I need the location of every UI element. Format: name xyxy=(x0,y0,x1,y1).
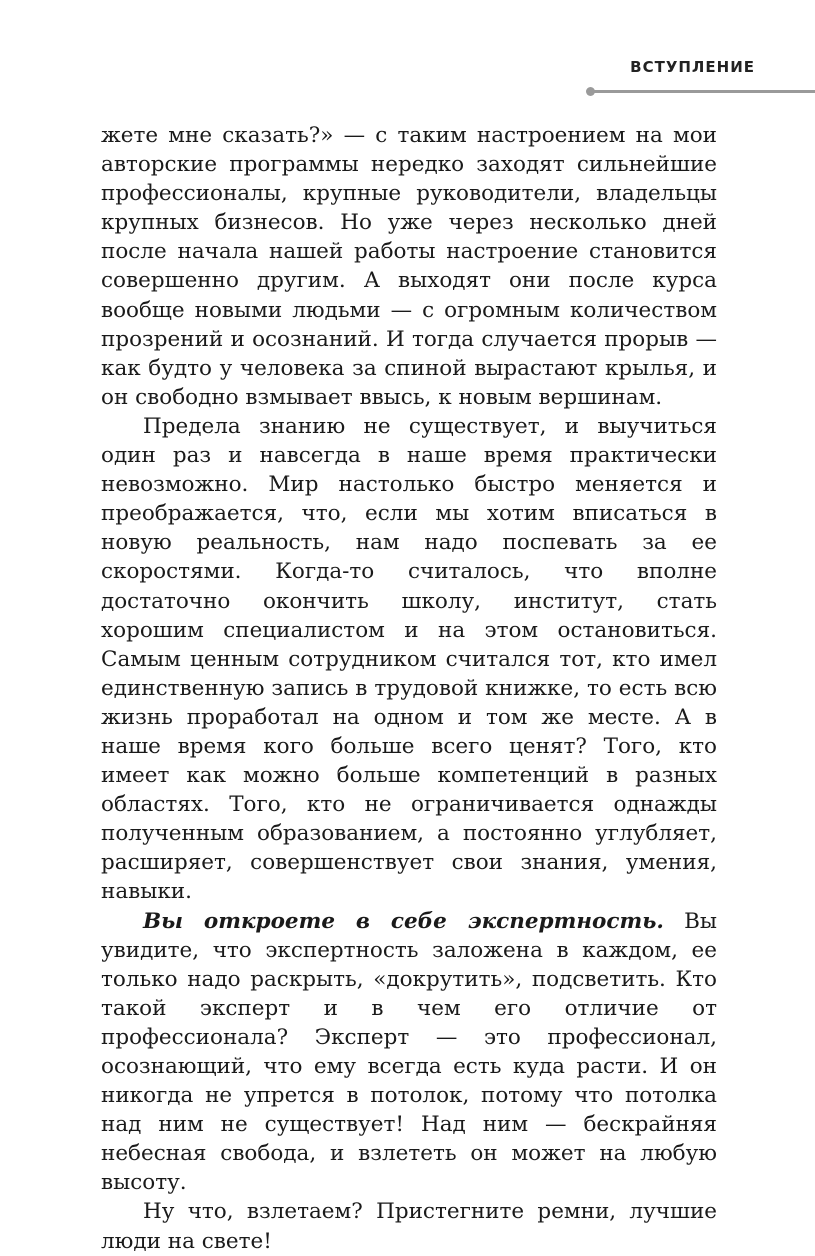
paragraph-1: жете мне сказать?» — с таким настроением на мои авторские программы нередко заходят сильнейшие профессионалы, крупные руководители, владельцы крупных бизнесов. Но уже через несколько дней после начала нашей работы настроение становится совершенно другим. А выходят они после курса вообще новыми людьми — с огромным количеством прозрений и осознаний. И тогда случается прорыв — как будто у человека за спиной вырастают крылья, и он свободно взмывает ввысь, к новым вершинам. xyxy=(101,123,717,410)
paragraph-2: Предела знанию не существует, и выучиться один раз и навсегда в наше время практически невозможно. Мир настолько быстро меняется и преображается, что, если мы хотим вписаться в новую реальность, нам надо поспевать за ее скоростями. Когда-то считалось, что вполне достаточно окончить школу, институт, стать хорошим специалистом и на этом остановиться. Самым ценным сотрудником считался тот, кто имел единственную запись в трудовой книжке, то есть всю жизнь проработал на одном и том же месте. А в наше время кого больше всего ценят? Того, кто имеет как можно больше компетенций в разных областях. Того, кто не ограничивается однажды полученным образованием, а постоянно углубляет, расширяет, совершенствует свои знания, умения, навыки. xyxy=(101,413,717,905)
paragraph-4: Ну что, взлетаем? Пристегните ремни, лучшие люди на свете! xyxy=(101,1199,717,1254)
paragraph-3-text: Вы увидите, что экспертность заложена в каждом, ее только надо раскрыть, «докрутить», подсветить. Кто такой эксперт и в чем его отличие от профессионала? Эксперт — это профессионал, осознающий, что ему всегда есть куда расти. И он никогда не упрется в потолок, потому что потолка над ним не существует! Над ним — бескрайняя небесная свобода, и взлететь он может на любую высоту. xyxy=(101,908,717,1196)
page-body-text xyxy=(101,121,717,1256)
paragraph-3-lead-phrase: Вы откроете в себе экспертность. xyxy=(143,908,664,934)
header-rule xyxy=(592,90,815,93)
running-head-section-title: ВСТУПЛЕНИЕ xyxy=(630,58,755,76)
paragraph-3 xyxy=(101,907,717,1198)
